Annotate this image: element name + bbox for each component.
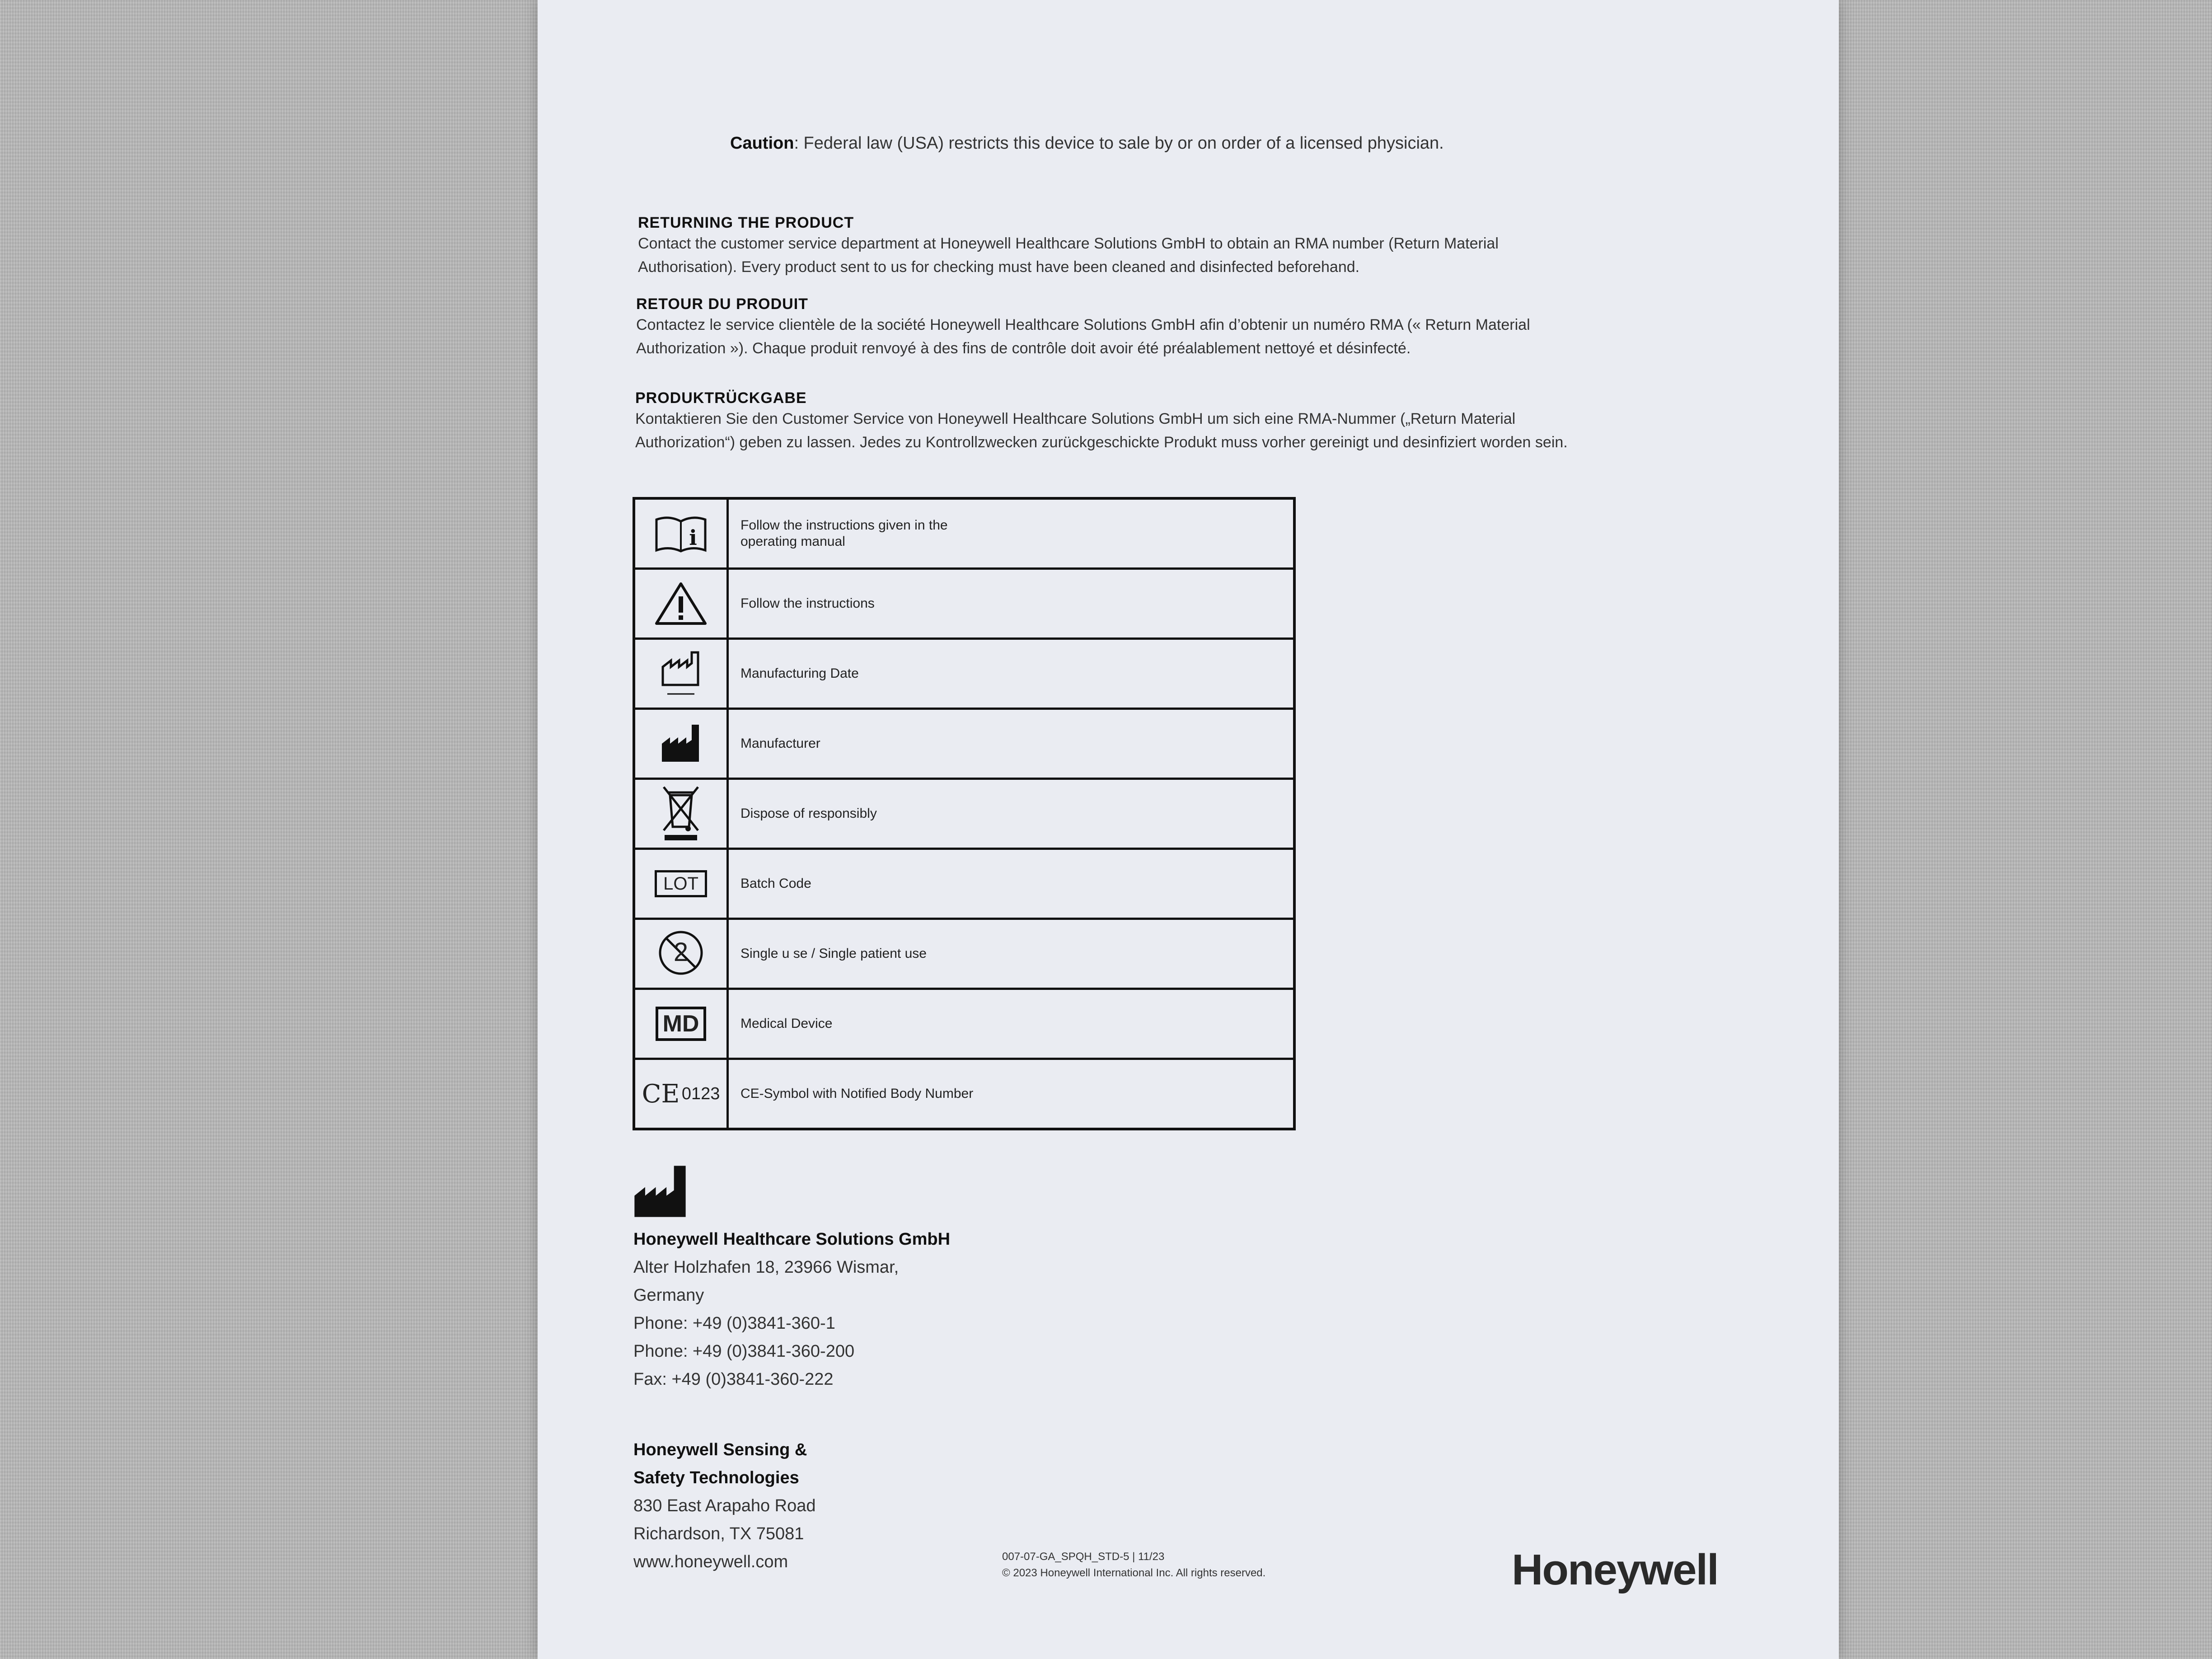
symbol-text: Manufacturing Date <box>728 639 1295 709</box>
table-row <box>634 779 1294 849</box>
manufacturing-date-icon <box>636 649 726 698</box>
symbol-cell <box>634 709 728 779</box>
honeywell-logo: Honeywell <box>1512 1546 1718 1594</box>
table-row <box>634 919 1294 989</box>
table-row <box>634 498 1294 569</box>
table-row <box>634 1059 1294 1129</box>
warning-triangle-icon <box>636 581 726 626</box>
symbol-text: Single u se / Single patient use <box>728 919 1295 989</box>
single-use-number: 2 <box>673 937 689 967</box>
symbol-text-line: operating manual <box>740 534 845 549</box>
website-link[interactable]: www.honeywell.com <box>633 1552 788 1571</box>
single-use-icon <box>657 929 704 976</box>
ce-mark-icon: CE <box>642 1079 680 1109</box>
symbol-cell <box>634 569 728 639</box>
manufacturer-icon <box>636 721 726 766</box>
phone-line: Phone: +49 (0)3841-360-200 <box>633 1342 855 1361</box>
symbol-cell <box>634 779 728 849</box>
document-code: 007-07-GA_SPQH_STD-5 | 11/23 <box>1002 1551 1165 1563</box>
manufacturer-icon <box>633 1165 687 1220</box>
notified-body-number: 0123 <box>681 1084 720 1103</box>
symbol-cell <box>634 1059 728 1129</box>
copyright: © 2023 Honeywell International Inc. All rights reserved. <box>1002 1567 1266 1579</box>
table-row <box>634 709 1294 779</box>
section-line: Kontaktieren Sie den Customer Service von Honeywell Healthcare Solutions GmbH um sich eine RMA-Nummer („Return Material <box>635 410 1516 427</box>
section-heading: RETURNING THE PRODUCT <box>638 214 854 231</box>
symbol-text: Follow the instructions <box>728 569 1295 639</box>
section-line: Authorization“) geben zu lassen. Jedes zu Kontrollzwecken zurückgeschickte Produkt muss vorher gereinigt und desinfiziert worden sein. <box>635 434 1568 451</box>
symbol-cell <box>634 849 728 919</box>
symbol-text: Dispose of responsibly <box>728 779 1295 849</box>
address-country: Germany <box>633 1286 704 1305</box>
lot-icon: LOT <box>655 870 707 897</box>
caution-text: : Federal law (USA) restricts this device to sale by or on order of a licensed physician. <box>794 134 1444 153</box>
symbol-text: CE-Symbol with Notified Body Number <box>728 1059 1295 1129</box>
symbol-cell <box>634 498 728 569</box>
us-office-address <box>633 1436 816 1576</box>
office-name: Honeywell Sensing & <box>633 1440 807 1459</box>
table-row <box>634 569 1294 639</box>
symbol-text <box>728 498 1295 569</box>
svg-text:i: i <box>689 525 697 550</box>
section-line: Authorization »). Chaque produit renvoyé à des fins de contrôle doit avoir été préalablement nettoyé et désinfecté. <box>636 340 1411 357</box>
section-line: Authorisation). Every product sent to us for checking must have been cleaned and disinfected beforehand. <box>638 258 1360 276</box>
section-line: Contactez le service clientèle de la société Honeywell Healthcare Solutions GmbH afin d’obtenir un numéro RMA (« Return Material <box>636 316 1530 333</box>
manufacturer-address <box>633 1225 950 1393</box>
section-retour <box>636 295 1720 360</box>
address-line: Alter Holzhafen 18, 23966 Wismar, <box>633 1258 899 1277</box>
document-footer <box>1002 1549 1265 1581</box>
symbol-text: Medical Device <box>728 989 1295 1059</box>
manual-info-icon <box>636 513 726 554</box>
symbol-cell <box>634 639 728 709</box>
section-heading: RETOUR DU PRODUIT <box>636 295 808 313</box>
phone-line: Phone: +49 (0)3841-360-1 <box>633 1314 835 1333</box>
manufacturer-name: Honeywell Healthcare Solutions GmbH <box>633 1230 951 1249</box>
office-name: Safety Technologies <box>633 1468 799 1487</box>
symbol-text-line: Follow the instructions given in the <box>740 518 948 533</box>
symbols-table <box>633 497 1296 1130</box>
section-heading: PRODUKTRÜCKGABE <box>635 389 807 407</box>
section-produktrueckgabe <box>635 389 1720 454</box>
table-row <box>634 989 1294 1059</box>
caution-label: Caution <box>730 134 794 153</box>
crossed-bin-icon <box>636 784 726 843</box>
address-line: 830 East Arapaho Road <box>633 1496 816 1515</box>
fax-line: Fax: +49 (0)3841-360-222 <box>633 1370 834 1389</box>
caution-line <box>730 134 1444 153</box>
table-row <box>634 639 1294 709</box>
md-icon: MD <box>656 1007 707 1041</box>
table-row <box>634 849 1294 919</box>
section-line: Contact the customer service department at Honeywell Healthcare Solutions GmbH to obtain an RMA number (Return Material <box>638 235 1499 252</box>
symbol-cell <box>634 989 728 1059</box>
symbol-text: Batch Code <box>728 849 1295 919</box>
section-returning <box>638 214 1722 279</box>
symbol-text: Manufacturer <box>728 709 1295 779</box>
symbol-cell <box>634 919 728 989</box>
address-line: Richardson, TX 75081 <box>633 1524 804 1543</box>
